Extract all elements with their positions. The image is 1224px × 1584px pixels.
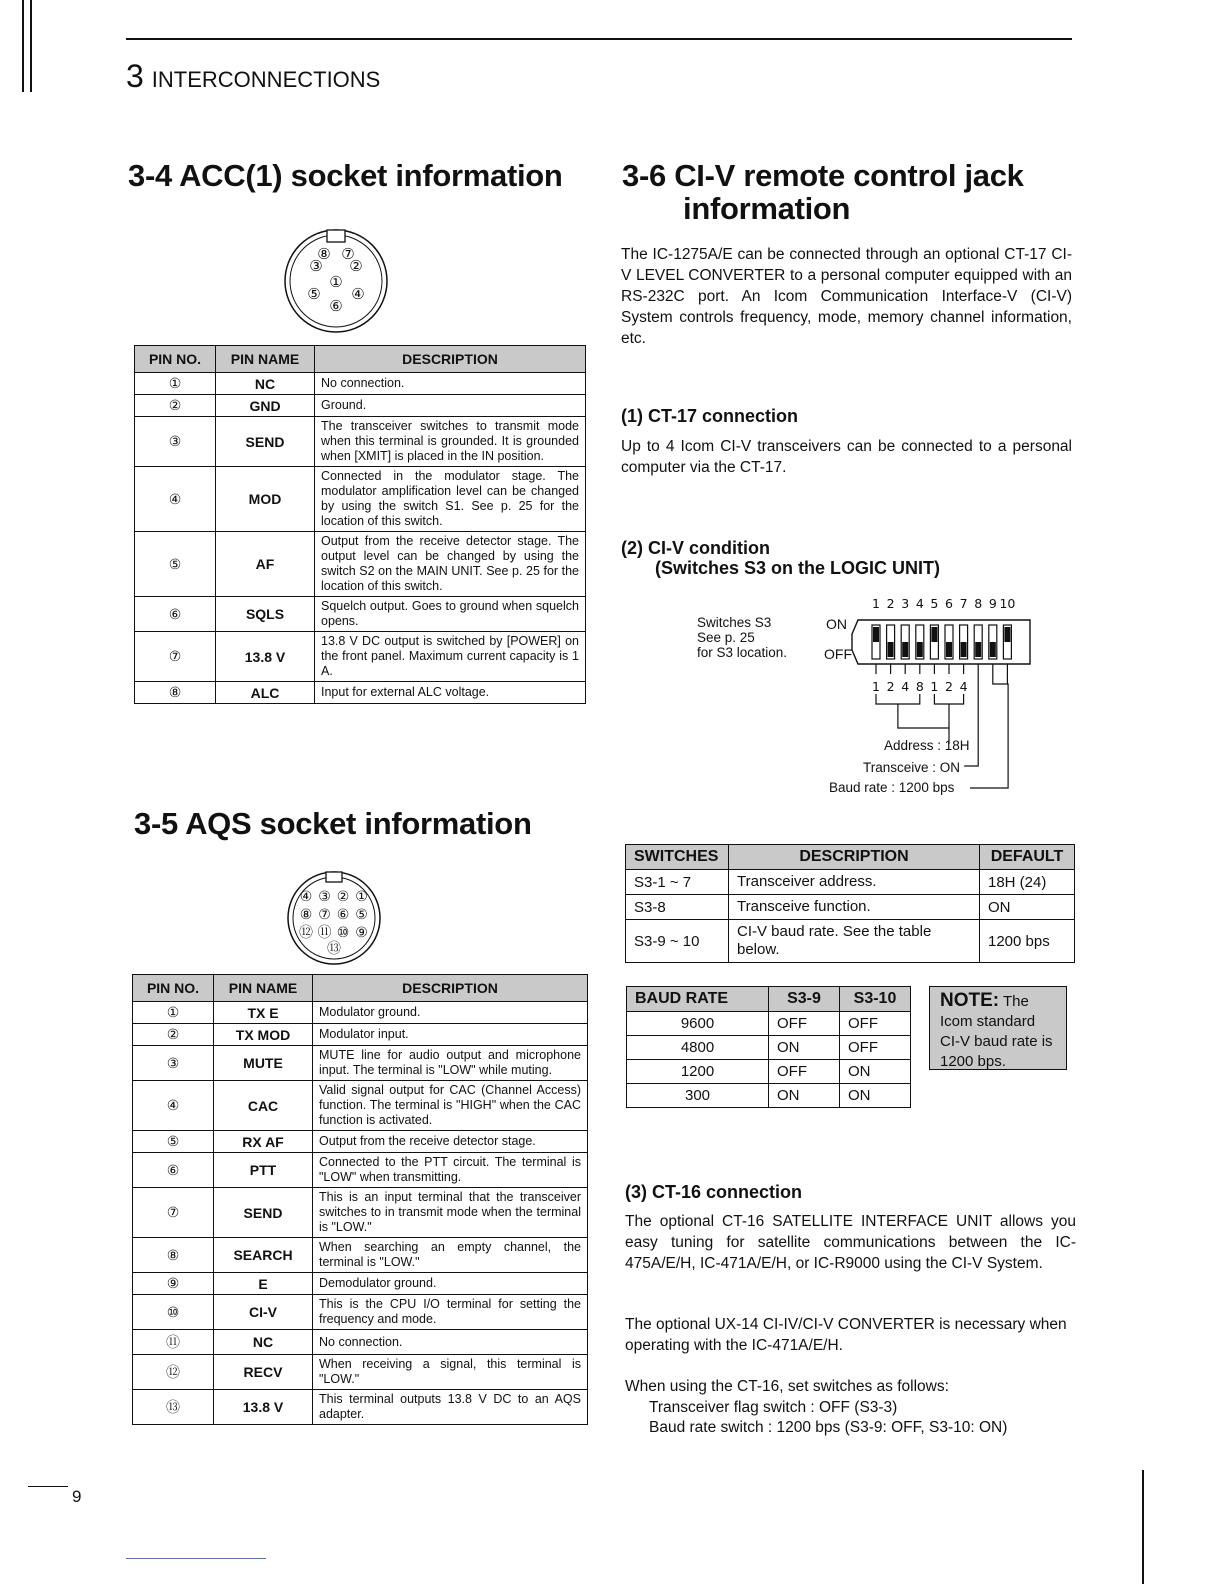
ct17-heading: (1) CT-17 connection — [621, 406, 799, 426]
dip-switch-number: 5 — [930, 596, 939, 611]
switch-id: S3-8 — [626, 895, 729, 920]
civ-condition-heading: (2) CI-V condition — [621, 538, 770, 558]
acc-pin-name: NC — [216, 373, 315, 395]
aqs-row — [133, 1330, 588, 1355]
switch-id: S3-9 ~ 10 — [626, 920, 729, 963]
acc-socket-pin: ⑦ — [341, 245, 355, 263]
aqs-pin-desc: This is an input terminal that the transceiver switches to in transmit mode when the terminal is "LOW." — [313, 1188, 588, 1238]
aqs-pin-desc: Output from the receive detector stage. — [313, 1131, 588, 1153]
acc-socket-pin: ⑧ — [317, 245, 331, 263]
dip-knob-off — [888, 642, 894, 657]
aqs-pin-desc: No connection. — [313, 1330, 588, 1355]
acc-row — [135, 467, 586, 532]
aqs-row — [133, 1024, 588, 1046]
aqs-pin-name: SEND — [214, 1188, 313, 1238]
aqs-pin-no: ⑦ — [133, 1188, 214, 1238]
baud-s310: ON — [840, 1084, 911, 1108]
aqs-socket-pin: ⑫ — [299, 925, 313, 941]
page-number: 9 — [72, 1487, 82, 1506]
aqs-socket-pin: ② — [336, 889, 350, 905]
aqs-socket-pin: ⑪ — [317, 925, 332, 941]
aqs-pin-no: ⑪ — [133, 1330, 214, 1355]
acc-socket-pin: ② — [349, 257, 363, 275]
dip-knob-on — [873, 627, 879, 642]
aqs-row — [133, 1295, 588, 1330]
aqs-pin-desc: Demodulator ground. — [313, 1273, 588, 1295]
acc-pin-name: MOD — [216, 467, 315, 532]
acc-pin-table — [134, 345, 586, 704]
aqs-pin-no: ⑨ — [133, 1273, 214, 1295]
switch-desc: CI-V baud rate. See the table below. — [729, 920, 980, 963]
aqs-pin-desc: Connected to the PTT circuit. The terminal is "LOW" when transmitting. — [313, 1153, 588, 1188]
acc-pin-no: ③ — [135, 417, 216, 467]
dip-label-line1: Switches S3 — [697, 615, 772, 630]
acc-row — [135, 417, 586, 467]
ct16-p3: When using the CT-16, set switches as follows: — [625, 1378, 949, 1395]
dip-side-label — [697, 615, 787, 660]
acc-pin-desc: Input for external ALC voltage. — [315, 682, 586, 704]
aqs-pin-name: CI-V — [214, 1295, 313, 1330]
switch-default: 1200 bps — [980, 920, 1075, 963]
acc-pin-desc: Connected in the modulator stage. The modulator amplification level can be changed by using the switch S1. See p. 25 for the location of this switch. — [315, 467, 586, 532]
aqs-pin-desc: Modulator input. — [313, 1024, 588, 1046]
acc-socket-pin: ① — [329, 273, 343, 291]
aqs-socket-pin: ⑬ — [327, 941, 341, 957]
aqs-socket-pin: ⑥ — [336, 907, 350, 923]
aqs-pin-name: 13.8 V — [214, 1390, 313, 1425]
aqs-pin-name: NC — [214, 1330, 313, 1355]
switch-desc: Transceiver address. — [729, 870, 980, 895]
aqs-pin-no: ⑫ — [133, 1355, 214, 1390]
dip-knob-off — [975, 642, 981, 657]
chapter-heading — [126, 58, 380, 95]
aqs-pin-no: ⑩ — [133, 1295, 214, 1330]
baud-s310: ON — [840, 1060, 911, 1084]
switch-table — [625, 844, 1075, 963]
dip-address-label: Address : 18H — [884, 738, 970, 753]
acc-pin-no: ⑧ — [135, 682, 216, 704]
footer-rule-left — [28, 1486, 68, 1487]
acc-col-desc: DESCRIPTION — [315, 346, 586, 373]
dip-on-label: ON — [826, 616, 847, 632]
ct16-flag-switch: Transceiver flag switch : OFF (S3-3) — [649, 1399, 898, 1416]
dip-off-label: OFF — [824, 646, 852, 662]
acc-pin-no: ⑥ — [135, 597, 216, 632]
civ-title-line1: 3-6 CI-V remote control jack — [622, 158, 1024, 193]
aqs-col-desc: DESCRIPTION — [313, 975, 588, 1002]
dip-address-bracket — [876, 694, 964, 744]
aqs-pin-no: ⑤ — [133, 1131, 214, 1153]
baud-col-rate: BAUD RATE — [627, 987, 769, 1012]
dip-switch-number: 4 — [915, 596, 924, 611]
switch-row — [626, 920, 1075, 963]
switch-row — [626, 870, 1075, 895]
ct16-p1: The optional CT-16 SATELLITE INTERFACE UNIT allows you easy tuning for satellite communications between the IC-475A/E/H, IC-471A/E/H, or IC-R9000 using the CI-V System. — [625, 1213, 1076, 1272]
dip-switch-number: 3 — [901, 596, 910, 611]
aqs-pin-no: ③ — [133, 1046, 214, 1081]
aqs-row — [133, 1046, 588, 1081]
acc-pin-name: GND — [216, 395, 315, 417]
ct16-p2: The optional UX-14 CI-IV/CI-V CONVERTER is necessary when operating with the IC-471A/E/H. — [625, 1316, 1067, 1354]
acc-row — [135, 632, 586, 682]
dip-knob-on — [931, 627, 937, 642]
acc-row — [135, 373, 586, 395]
ct17-text: Up to 4 Icom CI-V transceivers can be connected to a personal computer via the CT-17. — [621, 438, 1072, 476]
aqs-pin-name: E — [214, 1273, 313, 1295]
aqs-pin-desc: When receiving a signal, this terminal is "LOW." — [313, 1355, 588, 1390]
acc-pin-no: ② — [135, 395, 216, 417]
acc-pin-desc: Squelch output. Goes to ground when squelch opens. — [315, 597, 586, 632]
aqs-pin-name: PTT — [214, 1153, 313, 1188]
acc-pin-no: ④ — [135, 467, 216, 532]
baud-rate: 1200 — [627, 1060, 769, 1084]
dip-switch-number: 8 — [974, 596, 983, 611]
acc-row — [135, 395, 586, 417]
aqs-pin-name: TX MOD — [214, 1024, 313, 1046]
baud-rate: 9600 — [627, 1012, 769, 1036]
dip-baud-line — [970, 674, 1008, 788]
acc-pin-desc: Ground. — [315, 395, 586, 417]
acc-row — [135, 532, 586, 597]
baud-row — [627, 1036, 911, 1060]
aqs-socket-pin: ④ — [299, 889, 313, 905]
dip-label-line3: for S3 location. — [697, 645, 788, 660]
switch-default: 18H (24) — [980, 870, 1075, 895]
note-heading: NOTE: — [940, 990, 1000, 1011]
dip-switch-number: 6 — [945, 596, 953, 611]
aqs-pin-name: RECV — [214, 1355, 313, 1390]
dip-weight-label: 2 — [945, 679, 953, 694]
aqs-socket-pin: ⑧ — [299, 907, 313, 923]
switch-desc: Transceive function. — [729, 895, 980, 920]
dip-baud-label: Baud rate : 1200 bps — [829, 780, 955, 795]
acc-pin-name: SEND — [216, 417, 315, 467]
aqs-socket-diagram — [286, 870, 382, 966]
aqs-pin-no: ④ — [133, 1081, 214, 1131]
acc-socket-diagram — [282, 228, 390, 334]
aqs-pin-no: ② — [133, 1024, 214, 1046]
aqs-socket-pin: ① — [355, 889, 368, 905]
aqs-pin-no: ① — [133, 1002, 214, 1024]
acc-pin-desc: 13.8 V DC output is switched by [POWER] on the front panel. Maximum current capacity is 1 A. — [315, 632, 586, 682]
acc-col-name: PIN NAME — [216, 346, 315, 373]
dip-switch-number: 1 — [872, 596, 880, 611]
aqs-pin-desc: Valid signal output for CAC (Channel Access) function. The terminal is "HIGH" when the CAC function is activated. — [313, 1081, 588, 1131]
chapter-title: INTERCONNECTIONS — [151, 67, 381, 92]
aqs-title: 3-5 AQS socket information — [134, 806, 532, 841]
acc-socket-pin: ⑤ — [307, 285, 321, 303]
dip-weight-label: 4 — [901, 679, 910, 694]
baud-s39: OFF — [769, 1012, 840, 1036]
aqs-pin-desc: This terminal outputs 13.8 V DC to an AQS adapter. — [313, 1390, 588, 1425]
aqs-pin-desc: This is the CPU I/O terminal for setting the frequency and mode. — [313, 1295, 588, 1330]
footer-rule — [126, 1558, 266, 1559]
aqs-pin-desc: When searching an empty channel, the terminal is "LOW." — [313, 1238, 588, 1273]
dip-knob-off — [917, 642, 923, 657]
aqs-socket-pin: ⑤ — [355, 907, 368, 923]
ct16-baud-switch: Baud rate switch : 1200 bps (S3-9: OFF, S3-10: ON) — [649, 1419, 1008, 1436]
dip-switch-number: 9 — [988, 596, 997, 611]
aqs-socket-pin: ⑦ — [318, 907, 331, 923]
baud-col-s310: S3-10 — [840, 987, 911, 1012]
aqs-col-pin: PIN NO. — [133, 975, 214, 1002]
aqs-pin-desc: Modulator ground. — [313, 1002, 588, 1024]
dip-knob-off — [990, 642, 996, 657]
dip-weight-label: 2 — [886, 679, 895, 694]
civ-condition-subheading: (Switches S3 on the LOGIC UNIT) — [655, 558, 941, 578]
dip-weight-label: 1 — [872, 679, 880, 694]
aqs-col-name: PIN NAME — [214, 975, 313, 1002]
switch-row — [626, 895, 1075, 920]
dip-switch-number: 2 — [886, 596, 895, 611]
note-box — [929, 986, 1067, 1070]
baud-row — [627, 1012, 911, 1036]
baud-s39: OFF — [769, 1060, 840, 1084]
acc-pin-desc: Output from the receive detector stage. The output level can be changed by using the switch S2 on the MAIN UNIT. See p. 25 for the location of this switch. — [315, 532, 586, 597]
aqs-socket-pin: ⑨ — [355, 925, 368, 941]
ct16-heading: (3) CT-16 connection — [625, 1182, 803, 1202]
baud-rate: 4800 — [627, 1036, 769, 1060]
baud-row — [627, 1060, 911, 1084]
aqs-row — [133, 1153, 588, 1188]
civ-title-line2: information — [683, 191, 851, 226]
aqs-row — [133, 1081, 588, 1131]
right-edge-mark — [1142, 1470, 1144, 1584]
acc-row — [135, 597, 586, 632]
aqs-pin-no: ⑥ — [133, 1153, 214, 1188]
acc-title: 3-4 ACC(1) socket information — [128, 158, 563, 193]
aqs-row — [133, 1355, 588, 1390]
aqs-pin-name: MUTE — [214, 1046, 313, 1081]
civ-intro: The IC-1275A/E can be connected through an optional CT-17 CI-V LEVEL CONVERTER to a personal computer equipped with an RS-232C port. An Icom Communication Interface-V (CI-V) System controls frequency, mode, memory channel information, etc. — [621, 246, 1072, 347]
note-text: The Icom standard CI-V baud rate is 1200 bps. — [940, 993, 1053, 1070]
switch-default: ON — [980, 895, 1075, 920]
acc-pin-no: ⑤ — [135, 532, 216, 597]
aqs-pin-name: TX E — [214, 1002, 313, 1024]
baud-s39: ON — [769, 1036, 840, 1060]
dip-weight-label: 4 — [959, 679, 968, 694]
baud-table — [626, 986, 911, 1108]
dip-knob-off — [902, 642, 908, 657]
acc-socket-pin: ③ — [309, 257, 323, 275]
switch-id: S3-1 ~ 7 — [626, 870, 729, 895]
baud-s310: OFF — [840, 1012, 911, 1036]
acc-pin-desc: The transceiver switches to transmit mode when this terminal is grounded. It is grounded when [XMIT] is placed in the IN position. — [315, 417, 586, 467]
aqs-row — [133, 1188, 588, 1238]
aqs-pin-desc: MUTE line for audio output and microphone input. The terminal is "LOW" while muting. — [313, 1046, 588, 1081]
aqs-pin-name: SEARCH — [214, 1238, 313, 1273]
acc-pin-name: ALC — [216, 682, 315, 704]
dip-knob-on — [1004, 627, 1010, 642]
dip-transceive-label: Transceive : ON — [863, 760, 961, 775]
dip-label-line2: See p. 25 — [697, 630, 755, 645]
aqs-row — [133, 1390, 588, 1425]
dip-weight-label: 1 — [930, 679, 939, 694]
acc-socket-pin: ④ — [351, 285, 365, 303]
aqs-socket-pin: ⑩ — [336, 925, 350, 941]
aqs-pin-name: CAC — [214, 1081, 313, 1131]
acc-col-pin: PIN NO. — [135, 346, 216, 373]
aqs-row — [133, 1273, 588, 1295]
acc-row — [135, 682, 586, 704]
chapter-number: 3 — [126, 58, 144, 94]
aqs-row — [133, 1131, 588, 1153]
binding-marks — [22, 0, 32, 92]
dip-weight-label: 8 — [915, 679, 924, 694]
acc-pin-no: ① — [135, 373, 216, 395]
acc-pin-desc: No connection. — [315, 373, 586, 395]
sw-col-desc: DESCRIPTION — [729, 845, 980, 870]
baud-row — [627, 1084, 911, 1108]
header-rule — [126, 38, 1072, 40]
acc-pin-name: 13.8 V — [216, 632, 315, 682]
aqs-pin-no: ⑬ — [133, 1390, 214, 1425]
aqs-pin-no: ⑧ — [133, 1238, 214, 1273]
acc-pin-no: ⑦ — [135, 632, 216, 682]
acc-socket-pin: ⑥ — [329, 297, 343, 315]
aqs-row — [133, 1002, 588, 1024]
acc-pin-name: AF — [216, 532, 315, 597]
dip-knob-off — [961, 642, 967, 657]
baud-rate: 300 — [627, 1084, 769, 1108]
sw-col-switch: SWITCHES — [626, 845, 729, 870]
aqs-pin-table — [132, 974, 588, 1425]
baud-col-s39: S3-9 — [769, 987, 840, 1012]
baud-s39: ON — [769, 1084, 840, 1108]
dip-knob-off — [946, 642, 952, 657]
sw-col-default: DEFAULT — [980, 845, 1075, 870]
aqs-socket-pin: ③ — [318, 889, 331, 905]
acc-pin-name: SQLS — [216, 597, 315, 632]
dip-switch-number: 7 — [959, 596, 968, 611]
dip-switch-number: 10 — [999, 596, 1016, 611]
aqs-row — [133, 1238, 588, 1273]
baud-s310: OFF — [840, 1036, 911, 1060]
aqs-pin-name: RX AF — [214, 1131, 313, 1153]
